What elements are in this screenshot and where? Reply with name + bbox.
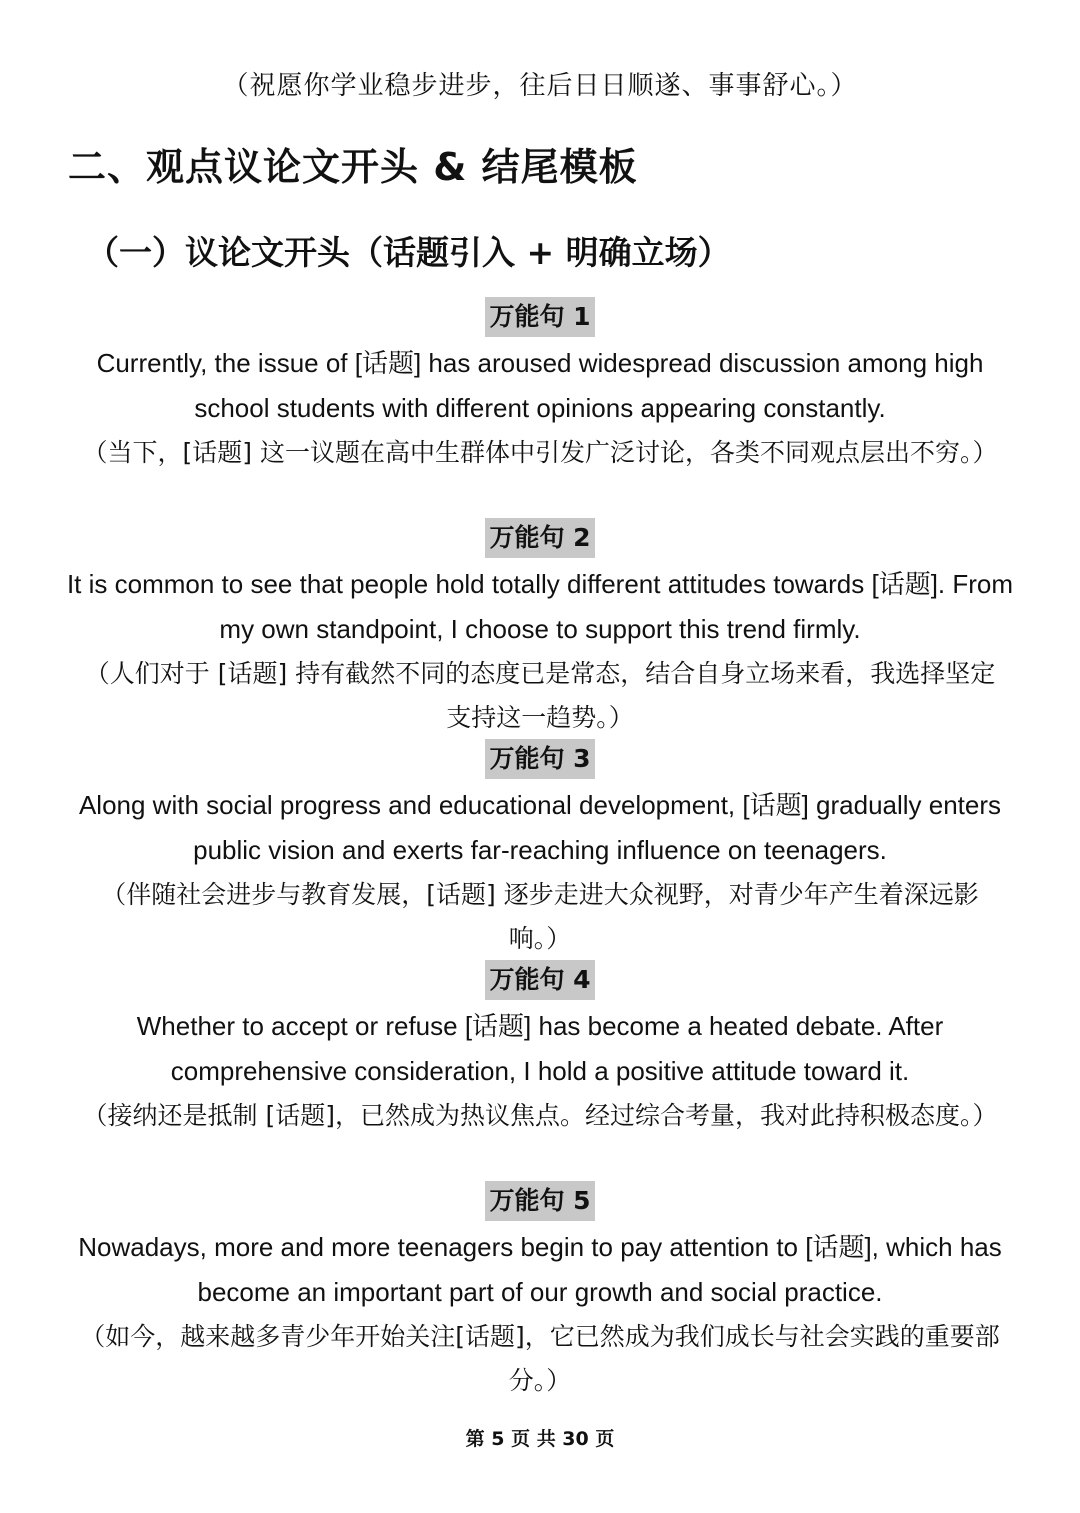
sentence-label: 万能句 5 xyxy=(485,1181,594,1221)
english-sentence: Currently, the issue of [话题] has aroused widespread discussion among high school students with different opinions appearing constantly. xyxy=(96,348,984,423)
english-sentence: Whether to accept or refuse [话题] has become a heated debate. After comprehensive consideration, I hold a positive attitude toward it. xyxy=(136,1011,944,1086)
section-title: 二、观点议论文开头 & 结尾模板 xyxy=(68,145,638,189)
english-sentence: Nowadays, more and more teenagers begin to pay attention to [话题], which has become an important part of our growth and social practice. xyxy=(78,1232,1002,1307)
sentence-label: 万能句 3 xyxy=(485,739,594,779)
template-sentence-5 xyxy=(60,1177,1020,1398)
chinese-translation: （当下，[话题] 这一议题在高中生群体中引发广泛讨论，各类不同观点层出不穷。） xyxy=(82,438,998,467)
chinese-translation: （人们对于 [话题] 持有截然不同的态度已是常态，结合自身立场来看，我选择坚定支持这一趋势。） xyxy=(84,659,996,732)
template-sentence-3 xyxy=(60,735,1020,956)
closing-wish-note: （祝愿你学业稳步进步，往后日日顺遂、事事舒心。） xyxy=(222,71,858,101)
english-sentence: Along with social progress and educational development, [话题] gradually enters public vision and exerts far-reaching influence on teenagers. xyxy=(78,790,1002,865)
template-sentence-1 xyxy=(60,293,1020,514)
chinese-translation: （伴随社会进步与教育发展，[话题] 逐步走进大众视野，对青少年产生着深远影响。） xyxy=(101,880,979,953)
template-sentence-list xyxy=(60,293,1020,1398)
template-sentence-4 xyxy=(60,956,1020,1177)
chinese-translation: （接纳还是抵制 [话题]，已然成为热议焦点。经过综合考量，我对此持积极态度。） xyxy=(82,1101,998,1130)
sentence-label: 万能句 4 xyxy=(485,960,594,1000)
sentence-label: 万能句 1 xyxy=(485,297,594,337)
english-sentence: It is common to see that people hold totally different attitudes towards [话题]. From my own standpoint, I choose to support this trend firmly. xyxy=(66,569,1014,644)
template-sentence-2 xyxy=(60,514,1020,735)
page-number-footer: 第 5 页 共 30 页 xyxy=(465,1428,615,1450)
subsection-title: （一）议论文开头（话题引入 + 明确立场） xyxy=(86,233,731,272)
chinese-translation: （如今，越来越多青少年开始关注[话题]，它已然成为我们成长与社会实践的重要部分。） xyxy=(80,1322,1000,1395)
sentence-label: 万能句 2 xyxy=(485,518,594,558)
